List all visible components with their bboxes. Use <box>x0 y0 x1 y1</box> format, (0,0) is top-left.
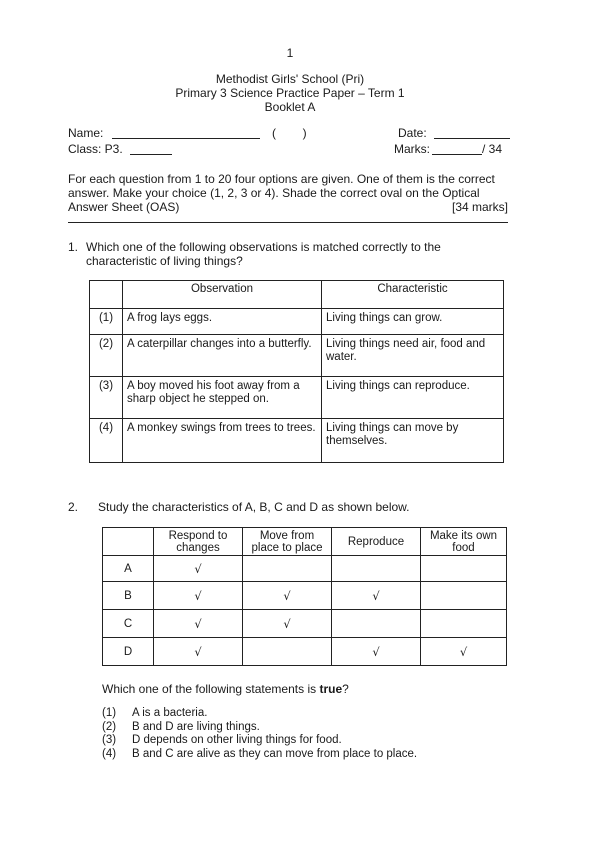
q2-cell <box>421 582 507 610</box>
q1-option-number: (3) <box>90 377 123 419</box>
name-field[interactable] <box>112 138 260 139</box>
q2-text: Study the characteristics of A, B, C and D as shown below. <box>98 500 410 514</box>
q2-cell <box>332 556 421 582</box>
q2-option-text: D depends on other living things for food. <box>132 734 342 746</box>
q2-option-number: (2) <box>102 720 117 733</box>
name-label: Name: <box>68 126 104 140</box>
table-row <box>90 419 504 463</box>
q2-option-number: (3) <box>102 734 117 746</box>
q2-row-label: D <box>103 638 154 666</box>
q2-cell: √ <box>154 638 243 666</box>
q2-option-text: A is a bacteria. <box>132 707 208 719</box>
q1-characteristic: Living things need air, food and water. <box>322 335 504 377</box>
q1-observation: A boy moved his foot away from a sharp object he stepped on. <box>123 377 322 419</box>
q2-number: 2. <box>68 500 79 514</box>
class-field[interactable] <box>130 154 172 155</box>
q1-header-blank <box>90 281 123 309</box>
page-number: 1 <box>286 46 294 60</box>
instructions-marks: [34 marks] <box>452 200 509 214</box>
table-row <box>90 335 504 377</box>
table-row <box>90 377 504 419</box>
table-row <box>103 556 507 582</box>
q1-option-number: (2) <box>90 335 123 377</box>
q1-option-number: (4) <box>90 419 123 463</box>
q2-row-label: C <box>103 610 154 638</box>
q2-cell <box>421 556 507 582</box>
q2-prompt <box>102 682 349 696</box>
q2-cell: √ <box>332 582 421 610</box>
list-item <box>102 721 417 735</box>
q2-prompt-bold: true <box>319 682 343 696</box>
q2-cell: √ <box>332 638 421 666</box>
q2-option-text: B and D are living things. <box>132 720 260 733</box>
school-name: Methodist Girls' School (Pri) <box>215 72 365 86</box>
marks-total: / 34 <box>482 142 503 156</box>
q1-table <box>89 280 504 463</box>
register-number-field[interactable]: ( ) <box>272 126 307 140</box>
q1-option-number: (1) <box>90 309 123 335</box>
paper-title: Primary 3 Science Practice Paper – Term 1 <box>175 86 405 100</box>
q2-option-number: (1) <box>102 707 117 719</box>
q2-header-respond: Respond to changes <box>154 528 243 556</box>
booklet-label: Booklet A <box>264 100 316 114</box>
section-divider <box>68 222 508 223</box>
q1-number: 1. <box>68 240 79 254</box>
q1-observation: A frog lays eggs. <box>123 309 322 335</box>
q2-header-blank <box>103 528 154 556</box>
marks-field[interactable] <box>432 154 482 155</box>
instructions-text: For each question from 1 to 20 four options are given. One of them is the correct answer. Make your choice (1, 2, 3 or 4). Shade the correct oval on the Optical Answer Sheet (OAS) <box>68 172 495 214</box>
q2-cell: √ <box>154 610 243 638</box>
q2-header-reproduce: Reproduce <box>332 528 421 556</box>
marks-label: Marks: <box>394 142 430 156</box>
q2-prompt-pre: Which one of the following statements is <box>102 682 320 696</box>
q1-header-characteristic: Characteristic <box>322 281 504 309</box>
q2-option-text: B and C are alive as they can move from place to place. <box>132 747 418 760</box>
q2-table <box>102 527 507 666</box>
list-item <box>102 707 417 721</box>
list-item <box>102 734 417 748</box>
q2-cell: √ <box>154 582 243 610</box>
table-row <box>103 610 507 638</box>
q1-characteristic: Living things can reproduce. <box>322 377 504 419</box>
table-row <box>90 309 504 335</box>
q2-options <box>102 707 417 761</box>
q2-cell: √ <box>243 610 332 638</box>
class-label: Class: P3. <box>68 142 123 156</box>
date-field[interactable] <box>434 138 510 139</box>
q2-row-label: B <box>103 582 154 610</box>
q2-row-label: A <box>103 556 154 582</box>
table-row <box>103 582 507 610</box>
q2-header-make-food: Make its own food <box>421 528 507 556</box>
q2-cell <box>332 610 421 638</box>
q2-cell: √ <box>154 556 243 582</box>
q2-cell <box>421 610 507 638</box>
q2-option-number: (4) <box>102 747 117 760</box>
q2-cell <box>243 556 332 582</box>
q1-text: Which one of the following observations is matched correctly to the characteristic of living things? <box>86 240 441 268</box>
date-label: Date: <box>398 126 427 140</box>
q2-cell: √ <box>421 638 507 666</box>
q1-observation: A monkey swings from trees to trees. <box>123 419 322 463</box>
q2-header-move: Move from place to place <box>243 528 332 556</box>
q1-header-observation: Observation <box>123 281 322 309</box>
q1-observation: A caterpillar changes into a butterfly. <box>123 335 322 377</box>
list-item <box>102 748 417 762</box>
q1-characteristic: Living things can grow. <box>322 309 504 335</box>
q2-prompt-post: ? <box>342 682 349 696</box>
q2-cell: √ <box>243 582 332 610</box>
table-row <box>103 638 507 666</box>
q1-characteristic: Living things can move by themselves. <box>322 419 504 463</box>
q2-cell <box>243 638 332 666</box>
